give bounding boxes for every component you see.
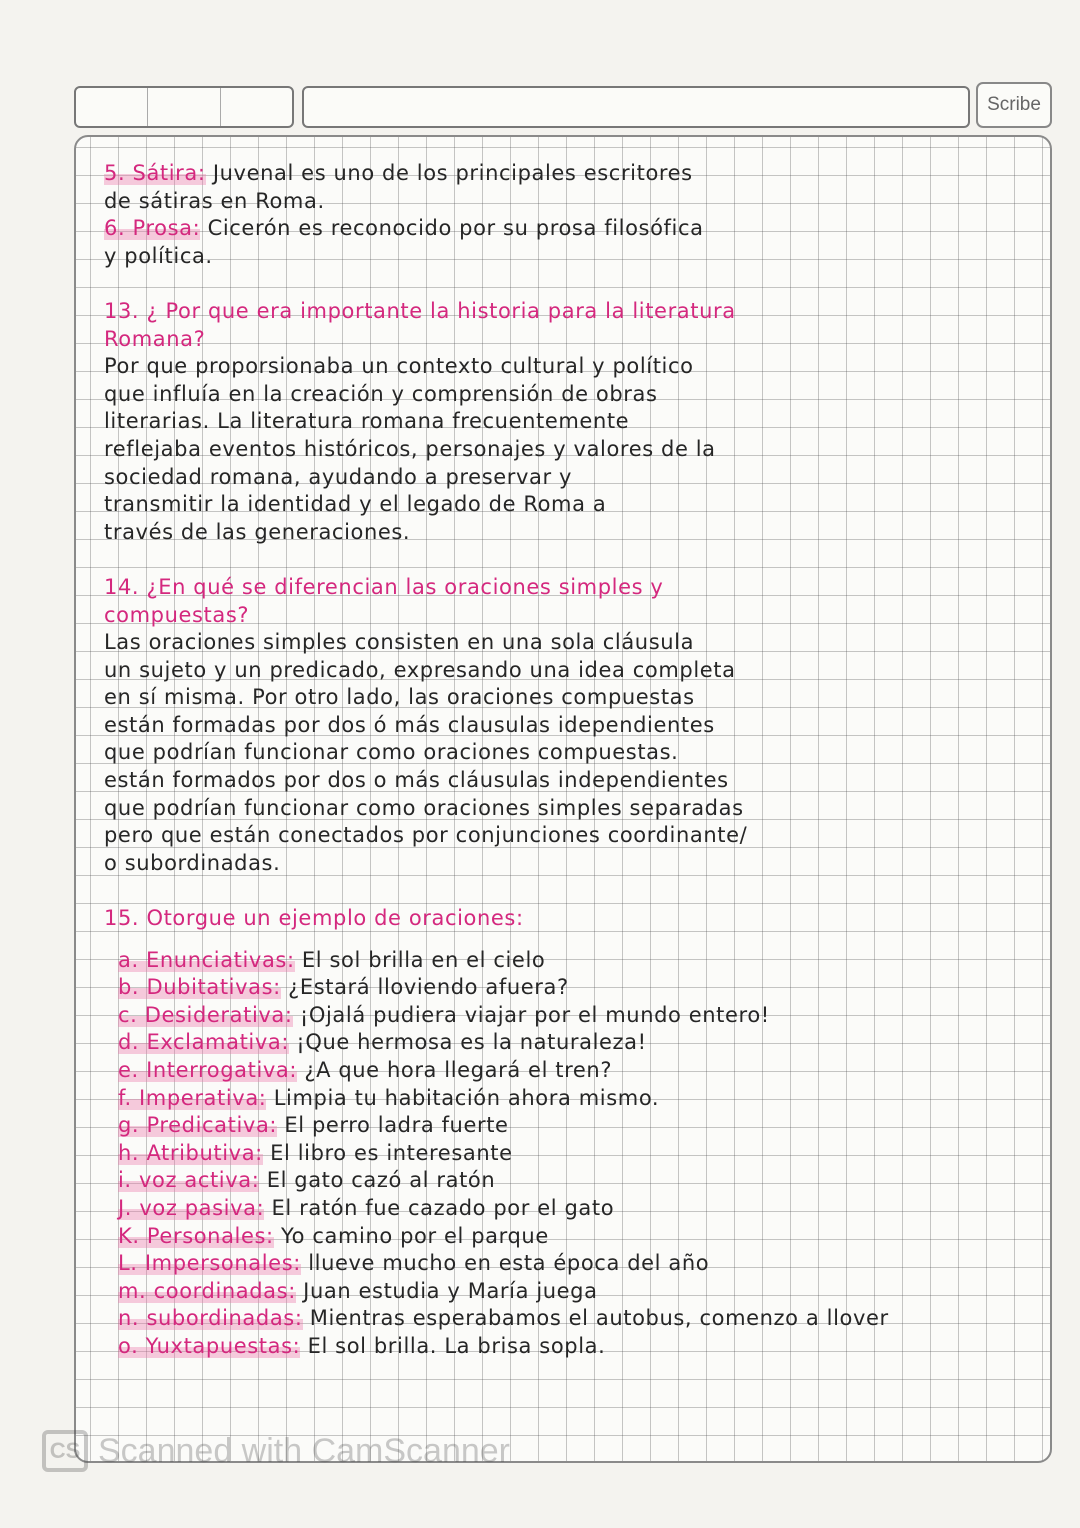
example-text: ¿A que hora llegará el tren?	[297, 1058, 613, 1082]
note-line	[104, 188, 1034, 216]
example-label: d. Exclamativa:	[118, 1030, 290, 1055]
example-text: ¿Estará lloviendo afuera?	[280, 975, 569, 1000]
spacer	[104, 546, 1034, 574]
example-label: h. Atributiva:	[118, 1140, 263, 1165]
term-text: Cicerón es reconocido por su prosa filosófica	[200, 216, 704, 241]
example-label: a. Enunciativas:	[118, 947, 295, 972]
notes-block-1	[104, 160, 1034, 270]
example-item	[118, 1112, 1034, 1140]
answer-line: Las oraciones simples consisten en una sola cláusula	[104, 630, 695, 655]
term-text: Juvenal es uno de los principales escritores	[205, 161, 693, 185]
example-label: J. voz pasiva:	[118, 1195, 265, 1220]
answer-line: que podrían funcionar como oraciones simples separadas	[104, 795, 744, 820]
answer-line: reflejaba eventos históricos, personajes y valores de la	[104, 436, 716, 461]
example-item	[118, 1140, 1034, 1168]
example-label: c. Desiderativa:	[118, 1002, 293, 1027]
term-text: y política.	[104, 243, 213, 268]
example-label: n. subordinadas:	[118, 1306, 303, 1331]
header-title-box	[302, 86, 970, 128]
example-text: Limpia tu habitación ahora mismo.	[266, 1085, 660, 1110]
example-item	[118, 947, 1034, 975]
example-label: f. Imperativa:	[118, 1085, 267, 1110]
example-item	[118, 1029, 1034, 1057]
watermark-text: Scanned with CamScanner	[98, 1431, 511, 1470]
example-text: El gato cazó al ratón	[259, 1168, 496, 1193]
example-text: El ratón fue cazado por el gato	[264, 1195, 615, 1220]
question-14-title: 14. ¿En qué se diferencian las oraciones simples y	[104, 574, 664, 599]
spacer	[104, 877, 1034, 905]
note-line	[104, 215, 1034, 243]
answer-line: Por que proporsionaba un contexto cultural y político	[104, 354, 694, 379]
answer-line: un sujeto y un predicado, expresando una idea completa	[104, 657, 736, 682]
example-text: Yo camino por el parque	[273, 1223, 549, 1248]
answer-line: en sí misma. Por otro lado, las oraciones compuestas	[104, 685, 695, 710]
example-label: L. Impersonales:	[118, 1251, 301, 1276]
question-15	[104, 905, 1034, 1361]
example-text: El libro es interesante	[262, 1140, 513, 1165]
question-13-title-cont: Romana?	[104, 326, 206, 351]
question-13	[104, 298, 1034, 546]
note-line	[104, 243, 1034, 271]
example-text: El sol brilla. La brisa sopla.	[300, 1333, 606, 1358]
answer-line: sociedad romana, ayudando a preservar y	[104, 464, 573, 489]
date-cell-day	[76, 88, 148, 126]
spacer	[104, 933, 1034, 947]
example-text: El perro ladra fuerte	[277, 1113, 509, 1138]
question-14	[104, 574, 1034, 878]
example-text: ¡Que hermosa es la naturaleza!	[289, 1030, 647, 1055]
example-label: K. Personales:	[118, 1223, 274, 1248]
answer-line: literarias. La literatura romana frecuentemente	[104, 409, 630, 434]
example-text: Juan estudia y María juega	[295, 1278, 598, 1303]
question-15-title: 15. Otorgue un ejemplo de oraciones:	[104, 906, 524, 931]
example-item	[118, 1085, 1034, 1113]
term-label: 5. Sátira:	[104, 161, 206, 185]
example-item	[118, 1002, 1034, 1030]
example-label: i. voz activa:	[118, 1168, 260, 1193]
camscanner-logo-icon: CS	[42, 1430, 88, 1472]
example-item	[118, 1057, 1034, 1085]
answer-line: través de las generaciones.	[104, 519, 411, 544]
example-item	[118, 1278, 1034, 1306]
example-item	[118, 1195, 1034, 1223]
date-cell-year	[221, 88, 292, 126]
answer-line: que influía en la creación y comprensión de obras	[104, 381, 658, 406]
example-label: g. Predicativa:	[118, 1113, 278, 1138]
example-item	[118, 1333, 1034, 1361]
example-text: llueve mucho en esta época del año	[300, 1251, 710, 1276]
answer-line: están formadas por dos ó más clausulas idependientes	[104, 712, 715, 737]
notes-content	[104, 160, 1034, 1361]
term-label: 6. Prosa:	[104, 216, 201, 241]
answer-line: que podrían funcionar como oraciones compuestas.	[104, 740, 679, 765]
question-13-title: 13. ¿ Por que era importante la historia para la literatura	[104, 298, 736, 323]
note-line	[104, 160, 1034, 188]
example-text: El sol brilla en el cielo	[294, 947, 546, 972]
example-item	[118, 974, 1034, 1002]
examples-list	[104, 947, 1034, 1361]
example-item	[118, 1250, 1034, 1278]
question-14-title-cont: compuestas?	[104, 602, 250, 627]
header-date-box	[74, 86, 294, 128]
example-text: Mientras esperabamos el autobus, comenzo a llover	[302, 1306, 889, 1331]
example-item	[118, 1167, 1034, 1195]
example-item	[118, 1305, 1034, 1333]
example-label: e. Interrogativa:	[118, 1058, 298, 1082]
example-text: ¡Ojalá pudiera viajar por el mundo entero!	[292, 1002, 770, 1027]
example-label: m. coordinadas:	[118, 1278, 296, 1303]
example-label: b. Dubitativas:	[118, 975, 281, 1000]
example-label: o. Yuxtapuestas:	[118, 1333, 301, 1358]
answer-line: transmitir la identidad y el legado de Roma a	[104, 492, 607, 517]
example-item	[118, 1223, 1034, 1251]
date-cell-month	[148, 88, 220, 126]
answer-line: pero que están conectados por conjunciones coordinante/	[104, 823, 748, 848]
answer-line: están formados por dos o más cláusulas independientes	[104, 768, 729, 793]
answer-line: o subordinadas.	[104, 850, 281, 875]
term-text: de sátiras en Roma.	[104, 188, 325, 213]
spacer	[104, 270, 1034, 298]
brand-logo: Scribe	[976, 82, 1052, 128]
scanner-watermark	[42, 1430, 510, 1472]
